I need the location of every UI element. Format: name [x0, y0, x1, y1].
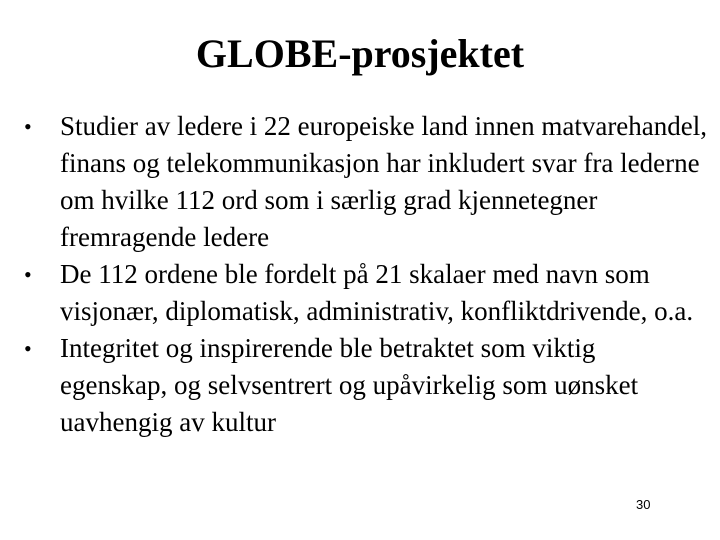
bullet-text: De 112 ordene ble fordelt på 21 skalaer med navn som visjonær, diplomatisk, administrativ, konfliktdrivende, o.a. [60, 259, 694, 326]
slide-number: 30 [636, 497, 651, 512]
bullet-item [24, 108, 708, 256]
bullet-icon: • [24, 262, 32, 287]
bullet-item [24, 330, 708, 441]
bullet-item [24, 256, 708, 330]
bullet-text: Integritet og inspirerende ble betraktet som viktig egenskap, og selvsentrert og upåvirkelig som uønsket uavhengig av kultur [60, 333, 639, 437]
bullet-icon: • [24, 114, 32, 139]
bullet-text: Studier av ledere i 22 europeiske land innen matvarehandel, finans og telekommunikasjon har inkludert svar fra lederne om hvilke 112 ord som i særlig grad kjennetegner fremragende ledere [60, 111, 708, 252]
bullet-list [24, 108, 708, 441]
slide-title: GLOBE-prosjektet [195, 31, 525, 76]
bullet-icon: • [24, 336, 32, 361]
